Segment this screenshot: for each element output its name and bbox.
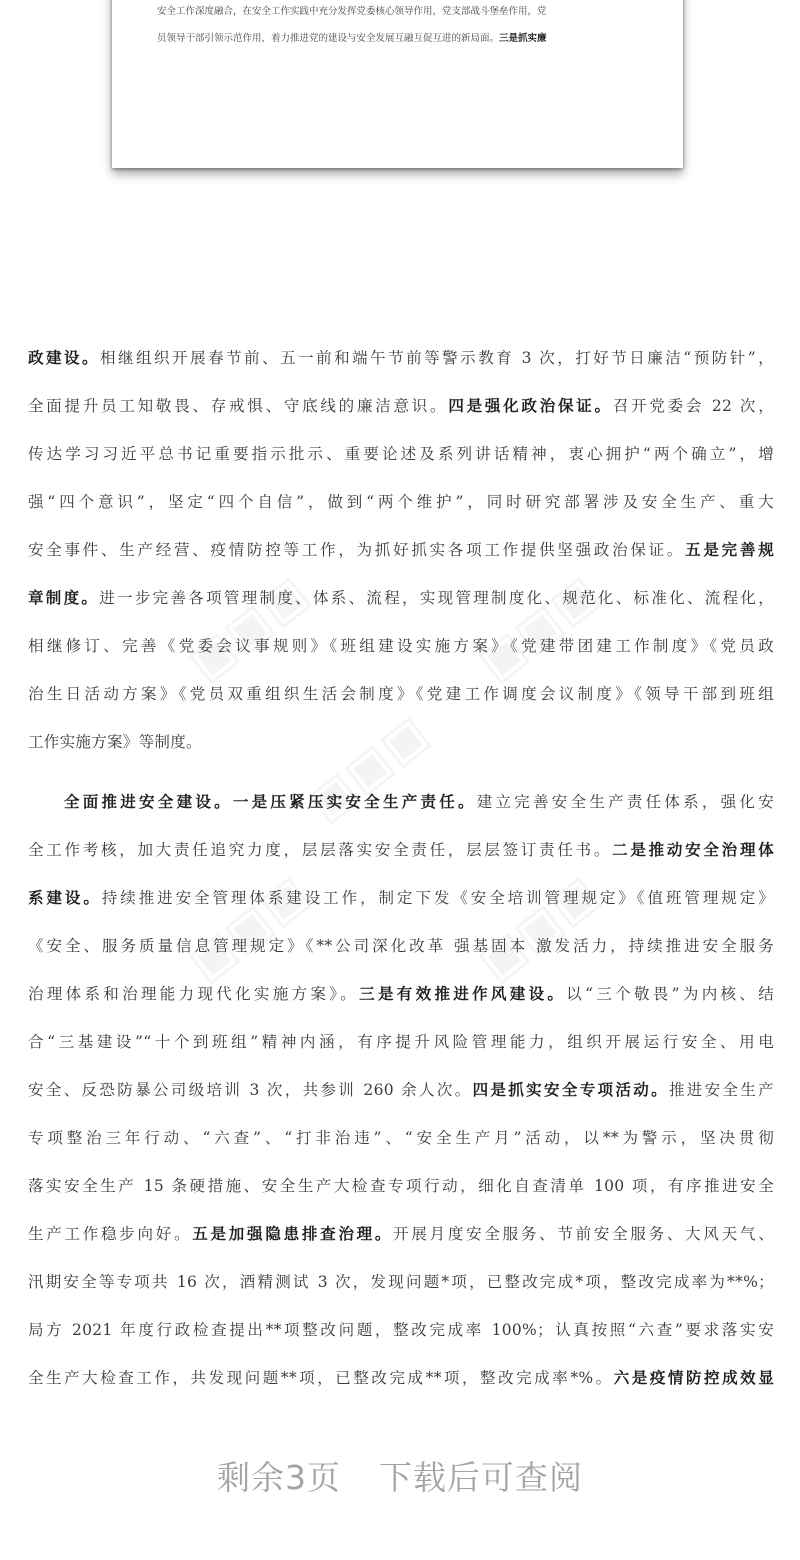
text-line: 局方 2021 年度行政检查提出**项整改问题，整改完成率 100%；认真按照“六查”要求落实安 [28, 1321, 774, 1339]
text-line: 全面提升员工知敬畏、存戒惧、守底线的廉洁意识。四是强化政治保证。召开党委会 22 次， [28, 396, 774, 415]
text-line: 工作实施方案》等制度。 [28, 733, 202, 751]
text-line: 汛期安全等专项共 16 次，酒精测试 3 次，发现问题*项，已整改完成*项，整改完成率为**%； [28, 1273, 774, 1291]
preview-line: 安全工作深度融合，在安全工作实践中充分发挥党委核心领导作用，党支部战斗堡垒作用，党 [157, 6, 547, 17]
text-line: 传达学习习近平总书记重要指示批示、重要论述及系列讲话精神，衷心拥护“两个确立”，增 [28, 445, 774, 463]
text-line: 相继修订、完善《党委会议事规则》《班组建设实施方案》《党建带团建工作制度》《党员政 [28, 637, 774, 655]
text-line: 安全、反恐防暴公司级培训 3 次，共参训 260 余人次。四是抓实安全专项活动。推进安全生产 [28, 1080, 774, 1099]
text-line: 合“三基建设”“十个到班组”精神内涵，有序提升风险管理能力，组织开展运行安全、用电 [28, 1033, 774, 1051]
text-line: 落实安全生产 15 条硬措施、安全生产大检查专项行动，细化自查清单 100 项，有序推进安全 [28, 1177, 774, 1195]
download-to-read-more-banner[interactable] [0, 1452, 800, 1512]
text-line: 强“四个意识”，坚定“四个自信”，做到“两个维护”，同时研究部署涉及安全生产、重大 [28, 493, 774, 511]
download-to-view-label[interactable]: 下载后可查阅 [379, 1458, 583, 1497]
text-line: 专项整治三年行动、“六查”、“打非治违”、“安全生产月”活动，以**为警示，坚决贯彻 [28, 1129, 774, 1147]
preview-bold-tail: 三是抓实廉 [499, 33, 547, 44]
paragraph-discipline [28, 334, 774, 766]
text-line: 安全事件、生产经营、疫情防控等工作，为抓好抓实各项工作提供坚强政治保证。五是完善规 [28, 540, 774, 559]
text-line: 治理体系和治理能力现代化实施方案》。三是有效推进作风建设。以“三个敬畏”为内核、结 [28, 984, 774, 1003]
text-line: 全面推进安全建设。一是压紧压实安全生产责任。建立完善安全生产责任体系，强化安 [64, 792, 774, 811]
text-line: 系建设。持续推进安全管理体系建设工作，制定下发《安全培训管理规定》《值班管理规定》 [28, 888, 774, 907]
text-line: 《安全、服务质量信息管理规定》《**公司深化改革 强基固本 激发活力，持续推进安全服务 [28, 937, 774, 955]
text-line: 章制度。进一步完善各项管理制度、体系、流程，实现管理制度化、规范化、标准化、流程化， [28, 588, 775, 607]
document-preview-page [112, 0, 683, 168]
remaining-pages-label: 剩余3页 [217, 1458, 341, 1497]
text-line: 政建设。相继组织开展春节前、五一前和端午节前等警示教育 3 次，打好节日廉洁“预防针”， [28, 348, 774, 367]
text-line: 全工作考核，加大责任追究力度，层层落实安全责任，层层签订责任书。二是推动安全治理体 [28, 840, 774, 859]
document-body [28, 334, 774, 1402]
text-line: 治生日活动方案》《党员双重组织生活会制度》《党建工作调度会议制度》《领导干部到班组 [28, 685, 774, 703]
preview-text [157, 0, 642, 52]
text-line: 全生产大检查工作，共发现问题**项，已整改完成**项，整改完成率*%。六是疫情防控成效显 [28, 1368, 774, 1387]
text-line: 生产工作稳步向好。五是加强隐患排查治理。开展月度安全服务、节前安全服务、大风天气、 [28, 1224, 774, 1243]
preview-line: 员领导干部引领示范作用，着力推进党的建设与安全发展互融互促互进的新局面。三是抓实廉 [157, 33, 547, 44]
paragraph-safety [28, 778, 774, 1402]
